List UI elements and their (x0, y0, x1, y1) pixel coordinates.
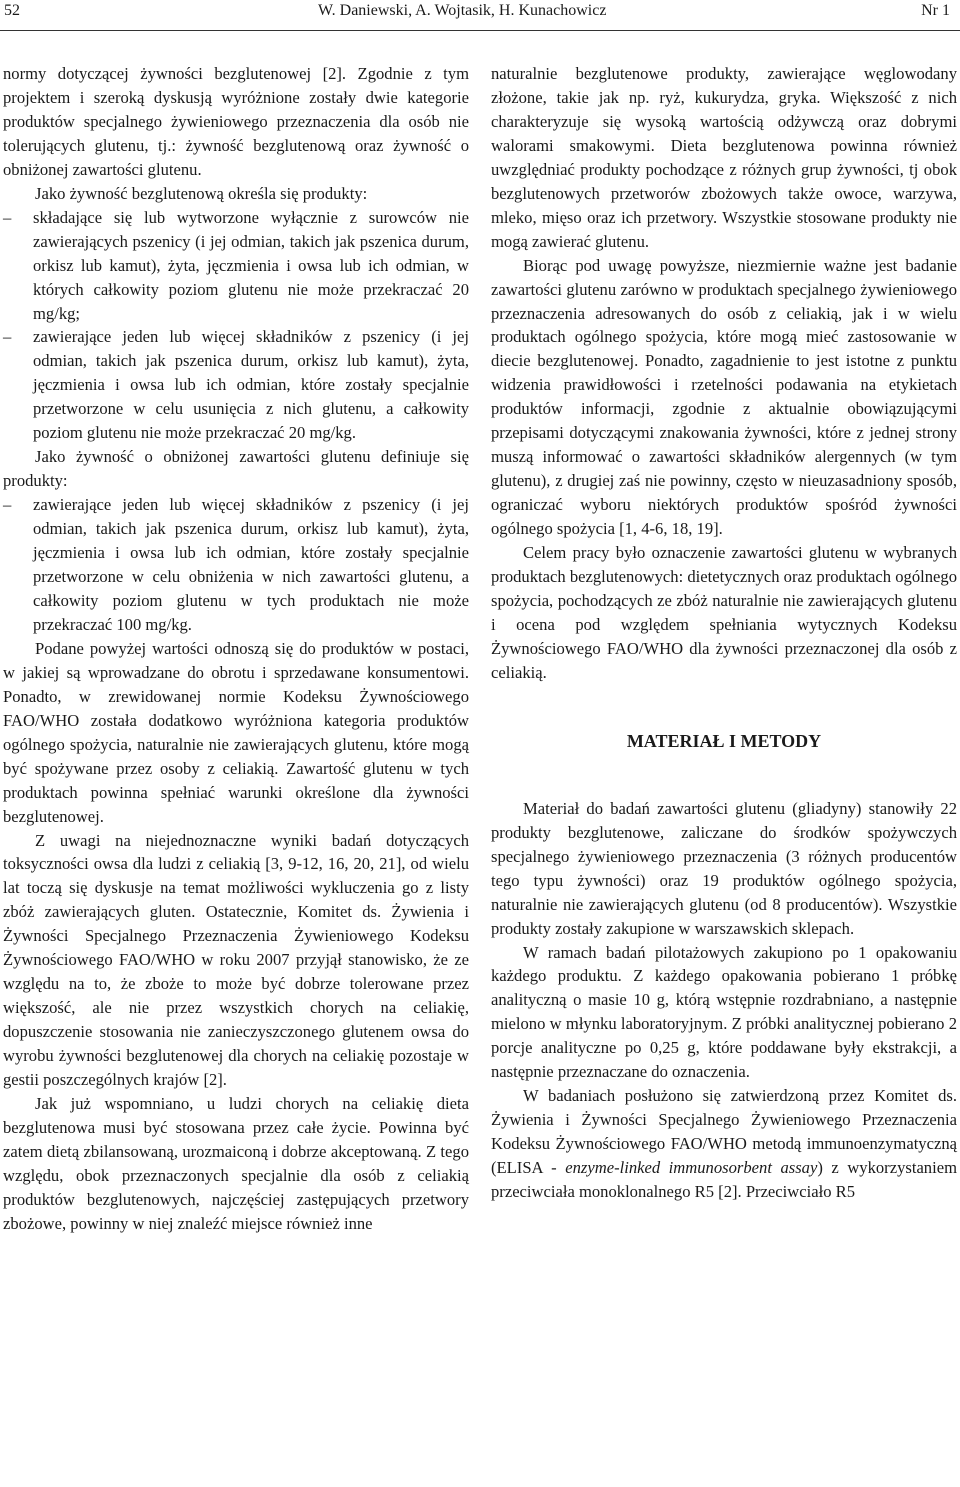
paragraph: W ramach badań pilotażowych zakupiono po 1 opakowaniu każdego produktu. Z każdego opakowania pobierano 1 próbkę analityczną o masie 10 g, którą wstępnie rozdrabniano, a następnie mielono w młynku laboratoryjnym. Z próbki analitycznej pobierano 2 porcje analityczne po 0,25 g, które poddawane były ekstrakcji, a następnie przeznaczane do oznaczenia. (491, 942, 957, 1082)
list-item: – składające się lub wytworzone wyłącznie z surowców nie zawierających pszenicy (i jej odmian, takich jak pszenica durum, orkisz lub kamut), żyta, jęczmienia i owsa lub ich odmian, w których całkowity poziom glutenu nie może przekraczać 20 mg/kg; (3, 206, 469, 326)
running-authors: W. Daniewski, A. Wojtasik, H. Kunachowicz (318, 2, 607, 19)
definition-list-reduced-gluten (3, 493, 469, 637)
text-run: W badaniach posłużono się zatwierdzoną przez Komitet ds. Żywienia i Żywności Specjalnego Żywieniowego Przeznaczenia Kodeksu Żywnościowego FAO/WHO metodą immunoenzymatyczną (ELISA - (491, 1086, 957, 1178)
section-title: MATERIAŁ I METODY (626, 730, 822, 751)
paragraph: Jako żywność o obniżonej zawartości glutenu definiuje się produkty: (3, 447, 469, 491)
right-column (491, 62, 957, 1204)
header-rule (0, 30, 960, 31)
issue-number: Nr 1 (921, 2, 950, 19)
paragraph: Materiał do badań zawartości glutenu (gliadyny) stanowiły 22 produkty bezglutenowe, zaliczane do środków spożywczych specjalnego żywieniowego przeznaczenia (3 różnych producentów tego typu żywności) oraz 19 produktów ogólnego spożycia, naturalnie nie zawierających glutenu (od 8 producentów). Wszystkie produkty zostały zakupione w warszawskich sklepach. (491, 798, 957, 938)
paragraph: normy dotyczącej żywności bezglutenowej [2]. Zgodnie z tym projektem i szeroką dyskusją wyróżnione zostały dwie kategorie produktów specjalnego żywieniowego przeznaczenia dla osób nie tolerujących glutenu, tj.: żywność bezglutenową oraz żywność o obniżonej zawartości glutenu. (3, 64, 469, 179)
paragraph: Celem pracy było oznaczenie zawartości glutenu w wybranych produktach bezglutenowych: dietetycznych oraz produktach ogólnego spożycia, pochodzących ze zbóż naturalnie nie zawierających glutenu i ocena pod względem spełniania wytycznych Kodeksu Żywnościowego FAO/WHO dla żywności przeznaczonej dla osób z celiakią. (491, 543, 957, 682)
list-item: – zawierające jeden lub więcej składników z pszenicy (i jej odmian, takich jak pszenica durum, orkisz lub kamut), żyta, jęczmienia i owsa lub ich odmian, które zostały specjalnie przetworzone w celu usunięcia z nich glutenu, a całkowity poziom glutenu nie może przekraczać 20 mg/kg. (3, 325, 469, 445)
list-item: – zawierające jeden lub więcej składników z pszenicy (i jej odmian, takich jak pszenica durum, orkisz lub kamut), żyta, jęczmienia i owsa lub ich odmian, które zostały specjalnie przetworzone w celu obniżenia w nich zawartości glutenu, a całkowity poziom glutenu w tych produktach nie może przekraczać 100 mg/kg. (3, 493, 469, 637)
left-column (3, 62, 469, 1236)
running-header (0, 0, 960, 30)
paragraph (491, 1084, 957, 1204)
paragraph: Z uwagi na niejednoznaczne wyniki badań dotyczących toksyczności owsa dla ludzi z celiakią [3, 9-12, 16, 20, 21], od wielu lat toczą się dyskusje na temat możliwości wykluczenia go z listy zbóż zawierających gluten. Ostatecznie, Komitet ds. Żywienia i Żywności Specjalnego Przeznaczenia Żywieniowego Kodeksu Żywnościowego FAO/WHO w roku 2007 przyjął stanowisko, że ze względu na to, że zboże to może być dobrze tolerowane przez większość, ale nie przez wszystkich chorych na celiakię, dopuszczenie stosowania nie zanieczyszczonego glutenem owsa do wyrobu żywności bezglutenowej dla chorych na celiakię pozostaje w gestii poszczególnych krajów [2]. (3, 830, 469, 1090)
paragraph: Jak już wspomniano, u ludzi chorych na celiakię dieta bezglutenowa musi być stosowana przez całe życie. Powinna być zatem dietą zbilansowaną, urozmaiconą i dobrze akceptowaną. Z tego względu, obok przeznaczonych specjalnie dla osób z celiakią produktów bezglutenowych, najczęściej zastępujących przetwory zbożowe, powinny w niej znaleźć miejsce również inne (3, 1093, 469, 1233)
definition-list-gluten-free (3, 206, 469, 446)
paragraph: Podane powyżej wartości odnoszą się do produktów w postaci, w jakiej są wprowadzane do obrotu i sprzedawane konsumentowi. Ponadto, w zrewidowanej normie Kodeksu Żywnościowego FAO/WHO została dodatkowo wyróżniona kategoria produktów ogólnego spożycia, naturalnie nie zawierających glutenu, które mogą być spożywane przez osoby z celiakią. Zawartość glutenu w tych produktach powinna spełniać warunki określone dla żywności bezglutenowej. (3, 638, 469, 826)
paragraph: Jako żywność bezglutenową określa się produkty: (35, 183, 368, 203)
page-number: 52 (4, 2, 20, 19)
paragraph: naturalnie bezglutenowe produkty, zawierające węglowodany złożone, takie jak np. ryż, kukurydza, gryka. Większość z nich charakteryzuje się wysoką wartością odżywczą oraz dobrymi walorami smakowymi. Dieta bezglutenowa powinna również uwzględniać produkty pochodzące z różnych grup żywności, tj obok bezglutenowych przetworów zbożowych także owoce, warzywa, mleko, mięso oraz ich przetwory. Wszystkie stosowane produkty nie mogą zawierać glutenu. (491, 64, 957, 251)
italic-term: enzyme-linked immunosorbent assay (565, 1158, 818, 1178)
text-run: ) z wykorzystaniem przeciwciała monoklonalnego R5 [2]. Przeciwciało R5 (491, 1158, 957, 1202)
paragraph: Biorąc pod uwagę powyższe, niezmiernie ważne jest badanie zawartości glutenu zarówno w produktach specjalnego żywieniowego przeznaczenia adresowanych do osób z celiakią, jak i w wielu produktach ogólnego spożycia, które mogą mieć zastosowanie w diecie bezglutenowej. Ponadto, zagadnienie to jest istotne z punktu widzenia prawidłowości i rzetelności podawania na etykietach produktów informacji, zgodnie z aktualnie obowiązującymi przepisami dotyczącymi znakowania żywności, które z jednej strony muszą informować o zawartości składników alergennych (w tym glutenu), z drugiej zaś nie powinny, często w nieuzasadniony sposób, ograniczać wyboru niektórych produktów spośród żywności ogólnego spożycia [1, 4-6, 18, 19]. (491, 255, 957, 539)
